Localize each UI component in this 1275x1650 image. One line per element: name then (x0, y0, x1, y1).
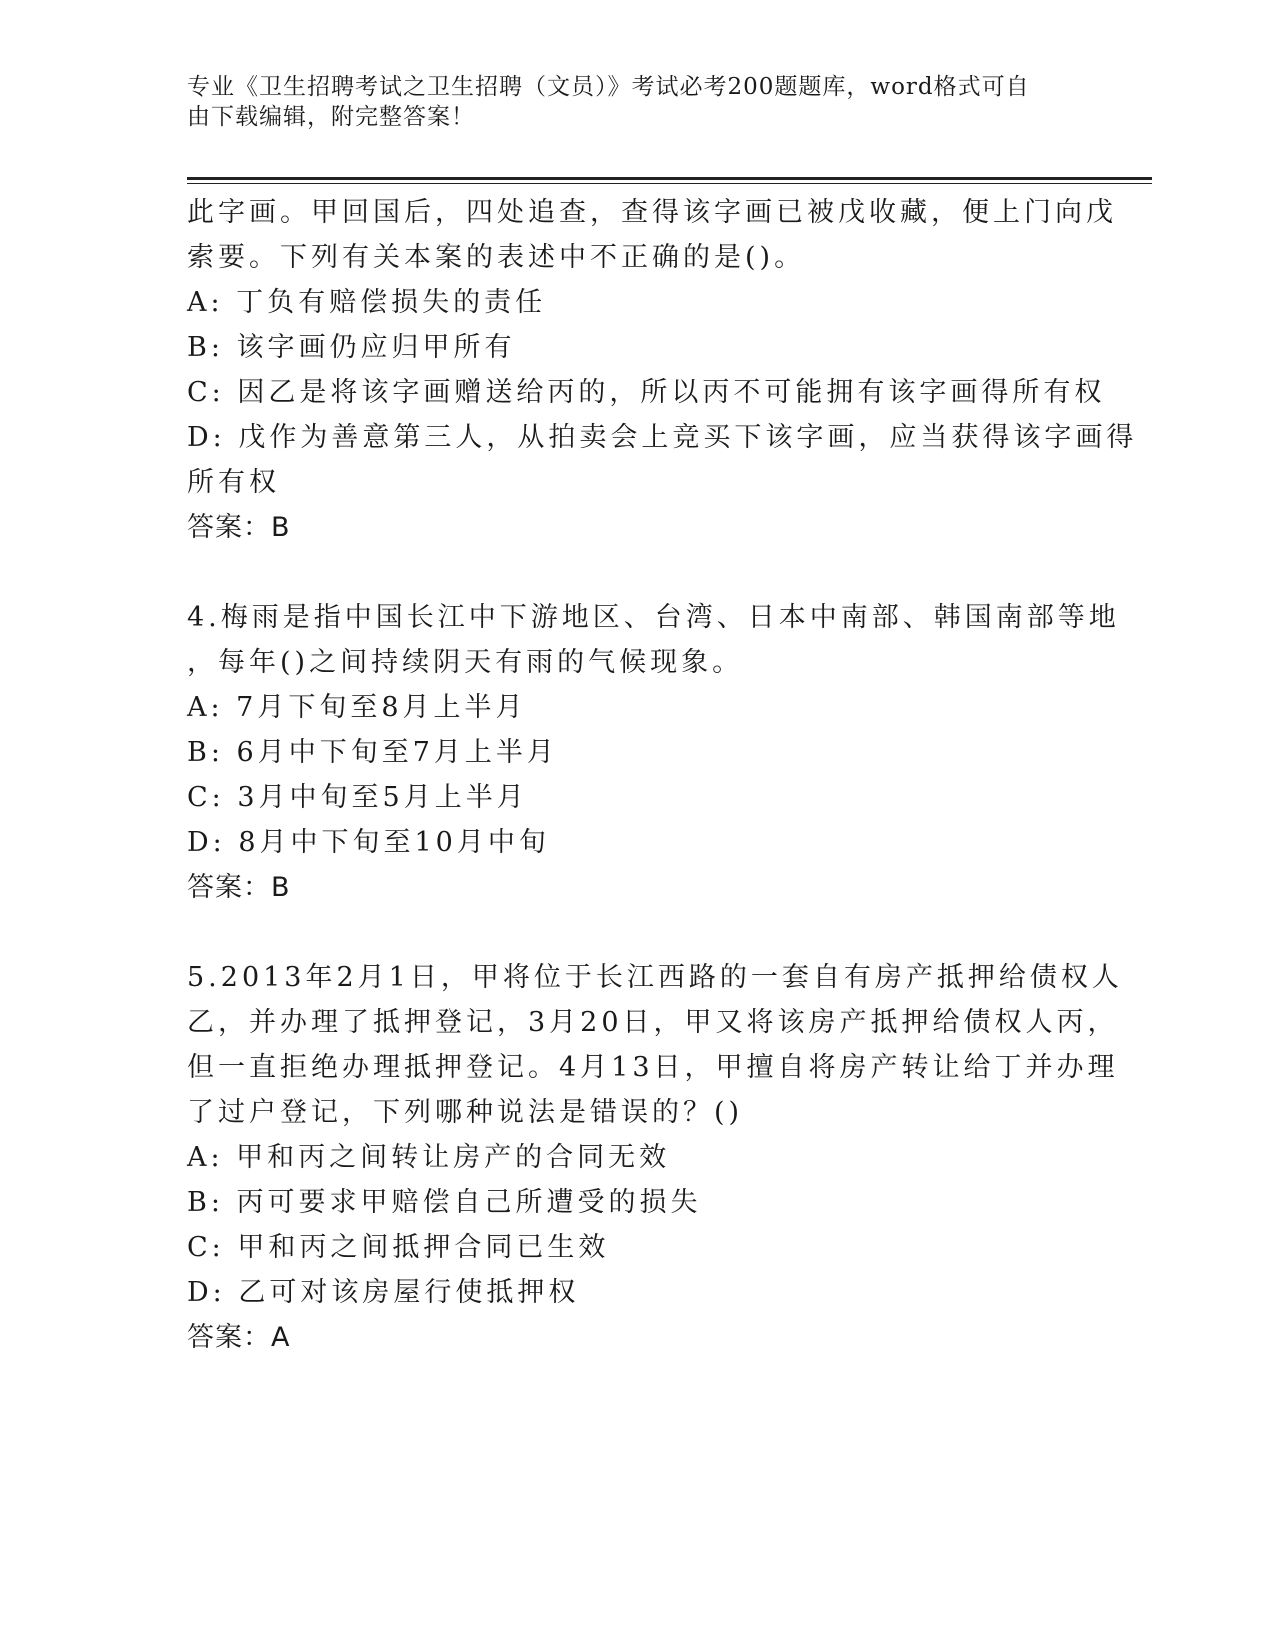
question-list (187, 190, 1138, 1360)
header-divider-thick (187, 177, 1152, 180)
option-d-continued: 所有权 (187, 467, 280, 498)
option-c: C: 甲和丙之间抵押合同已生效 (187, 1232, 610, 1263)
header-divider-thin (187, 183, 1152, 184)
page-header (187, 72, 1067, 132)
option-a: A: 7月下旬至8月上半月 (187, 692, 527, 723)
question-stem-line: 了过户登记，下列哪种说法是错误的？() (187, 1097, 744, 1128)
header-line-2: 由下载编辑，附完整答案！ (187, 104, 475, 130)
spacer (187, 550, 1087, 595)
answer: 答案：A (187, 1322, 291, 1353)
option-a: A: 丁负有赔偿损失的责任 (187, 287, 547, 318)
option-b: B: 该字画仍应归甲所有 (187, 332, 516, 363)
question-stem-line: ，每年()之间持续阴天有雨的气候现象。 (187, 647, 744, 678)
answer: 答案：B (187, 872, 291, 903)
option-a: A: 甲和丙之间转让房产的合同无效 (187, 1142, 671, 1173)
option-d: D: 戊作为善意第三人，从拍卖会上竞买下该字画，应当获得该字画得 (187, 422, 1138, 453)
question-4 (187, 595, 1120, 910)
question-stem-line: 此字画。甲回国后，四处追查，查得该字画已被戊收藏，便上门向戊 (187, 197, 1117, 228)
question-stem-line: 5.2013年2月1日，甲将位于长江西路的一套自有房产抵押给债权人 (187, 962, 1123, 993)
question-stem-line: 索要。下列有关本案的表述中不正确的是()。 (187, 242, 806, 273)
question-5 (187, 955, 1123, 1360)
question-stem-line: 4.梅雨是指中国长江中下游地区、台湾、日本中南部、韩国南部等地 (187, 602, 1120, 633)
option-d: D: 乙可对该房屋行使抵押权 (187, 1277, 580, 1308)
answer: 答案：B (187, 512, 291, 543)
question-stem-line: 但一直拒绝办理抵押登记。4月13日，甲擅自将房产转让给丁并办理 (187, 1052, 1119, 1083)
question-stem-line: 乙，并办理了抵押登记，3月20日，甲又将该房产抵押给债权人丙， (187, 1007, 1119, 1038)
option-b: B: 6月中下旬至7月上半月 (187, 737, 558, 768)
question-3 (187, 190, 1138, 550)
option-d: D: 8月中下旬至10月中旬 (187, 827, 550, 858)
option-c: C: 因乙是将该字画赠送给丙的，所以丙不可能拥有该字画得所有权 (187, 377, 1106, 408)
spacer (187, 910, 1087, 955)
option-c: C: 3月中旬至5月上半月 (187, 782, 528, 813)
header-line-1: 专业《卫生招聘考试之卫生招聘（文员）》考试必考200题题库，word格式可自 (187, 74, 1030, 100)
option-b: B: 丙可要求甲赔偿自己所遭受的损失 (187, 1187, 702, 1218)
